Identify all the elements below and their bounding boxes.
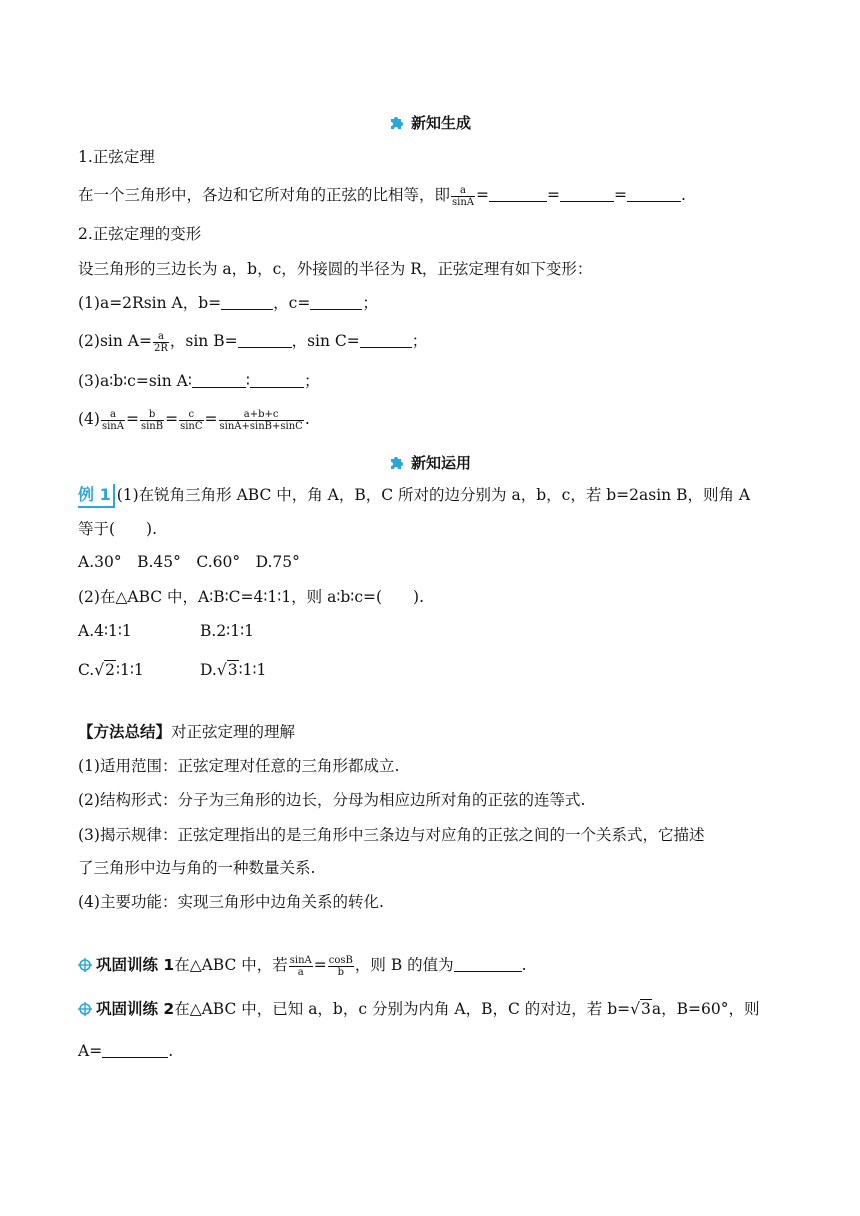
answer-blank[interactable] [238, 333, 292, 348]
answer-blank[interactable] [454, 957, 522, 972]
answer-blank[interactable] [221, 295, 273, 310]
target-icon [78, 1002, 92, 1016]
example-badge: 例 1 [78, 484, 115, 508]
method-summary-heading: 【方法总结】对正弦定理的理解 [78, 723, 296, 741]
fraction: $\frac{\sin A}{a}$ [289, 954, 312, 978]
example-1-options: A.30° B.45° C.60° D.75° [78, 553, 300, 571]
variant-4: (4) $\frac{a}{\sin A}$ = $\frac{b}{\sin B}$ = $\frac{c}{\sin C}$ = $\frac{a+b+c}{\sin A+\sin B+\sin C}$ . [78, 408, 310, 432]
fraction: $\frac{a}{2R}$ [153, 330, 168, 354]
answer-blank[interactable] [250, 373, 304, 388]
answer-blank[interactable] [310, 295, 362, 310]
method-point-3: (3)揭示规律：正弦定理指出的是三角形中三条边与对应角的正弦之间的一个关系式，它描述 [78, 826, 705, 844]
puzzle-icon [389, 454, 405, 470]
option-c: C.√2∶1∶1 [78, 661, 144, 679]
fraction: $\frac{c}{\sin C}$ [180, 408, 203, 432]
method-point-3-cont: 了三角形中边与角的一种数量关系. [78, 859, 316, 877]
example-1-question-1-cont: 等于( ). [78, 520, 158, 538]
target-icon [78, 958, 92, 972]
training-2-cont: A= . [78, 1042, 174, 1060]
example-1-question-1: 例 1 (1)在锐角三角形 ABC 中，角 A，B，C 所对的边分别为 a，b，c，若 b=2asin B，则角 A [78, 484, 750, 508]
sine-law-statement: 在一个三角形中，各边和它所对角的正弦的比相等，即 $\frac{a}{\sin A}$ = = = . [78, 184, 686, 208]
answer-blank[interactable] [360, 333, 412, 348]
puzzle-icon [389, 114, 405, 130]
variant-2: (2)sin A= $\frac{a}{2R}$ ，sin B= ，sin C= ； [78, 330, 428, 354]
item-title-sine-law: 1.正弦定理 [78, 148, 155, 166]
answer-blank[interactable] [102, 1043, 168, 1058]
item-title-sine-law-variants: 2.正弦定理的变形 [78, 225, 202, 243]
section-title-text: 新知生成 [410, 114, 471, 132]
option-a: A.4∶1∶1 [78, 622, 132, 640]
section-title-new-knowledge [0, 112, 860, 133]
option-d: D.√3∶1∶1 [200, 661, 267, 679]
example-1-question-2: (2)在△ABC 中，A∶B∶C=4∶1∶1，则 a∶b∶c=( ). [78, 588, 425, 606]
answer-blank[interactable] [560, 187, 614, 202]
fraction: $\frac{a}{\sin A}$ [101, 408, 124, 432]
fraction: $\frac{\cos B}{b}$ [328, 954, 353, 978]
answer-blank[interactable] [489, 187, 547, 202]
fraction: $\frac{a+b+c}{\sin A+\sin B+\sin C}$ [219, 408, 303, 432]
answer-blank[interactable] [192, 373, 246, 388]
training-2: 巩固训练 2在△ABC 中，已知 a，b，c 分别为内角 A，B，C 的对边，若 b=√3a，B=60°，则 [78, 998, 759, 1020]
variant-1: (1)a=2Rsin A，b= ，c= ； [78, 294, 378, 312]
section-title-applying-knowledge [0, 452, 860, 473]
answer-blank[interactable] [627, 187, 681, 202]
variant-3: (3)a∶b∶c=sin A∶ ∶ ； [78, 372, 320, 390]
method-point-2: (2)结构形式：分子为三角形的边长，分母为相应边所对角的正弦的连等式. [78, 791, 586, 809]
fraction: $\frac{a}{\sin A}$ [452, 184, 475, 208]
method-point-1: (1)适用范围：正弦定理对任意的三角形都成立. [78, 757, 400, 775]
option-b: B.2∶1∶1 [200, 622, 254, 640]
variants-intro: 设三角形的三边长为 a，b，c，外接圆的半径为 R，正弦定理有如下变形： [78, 260, 593, 278]
training-1: 巩固训练 1在△ABC 中，若 $\frac{\sin A}{a}$ = $\frac{\cos B}{b}$ ，则 B 的值为 . [78, 954, 527, 978]
section-title-text: 新知运用 [410, 454, 471, 472]
fraction: $\frac{b}{\sin B}$ [140, 408, 164, 432]
method-point-4: (4)主要功能：实现三角形中边角关系的转化. [78, 893, 384, 911]
